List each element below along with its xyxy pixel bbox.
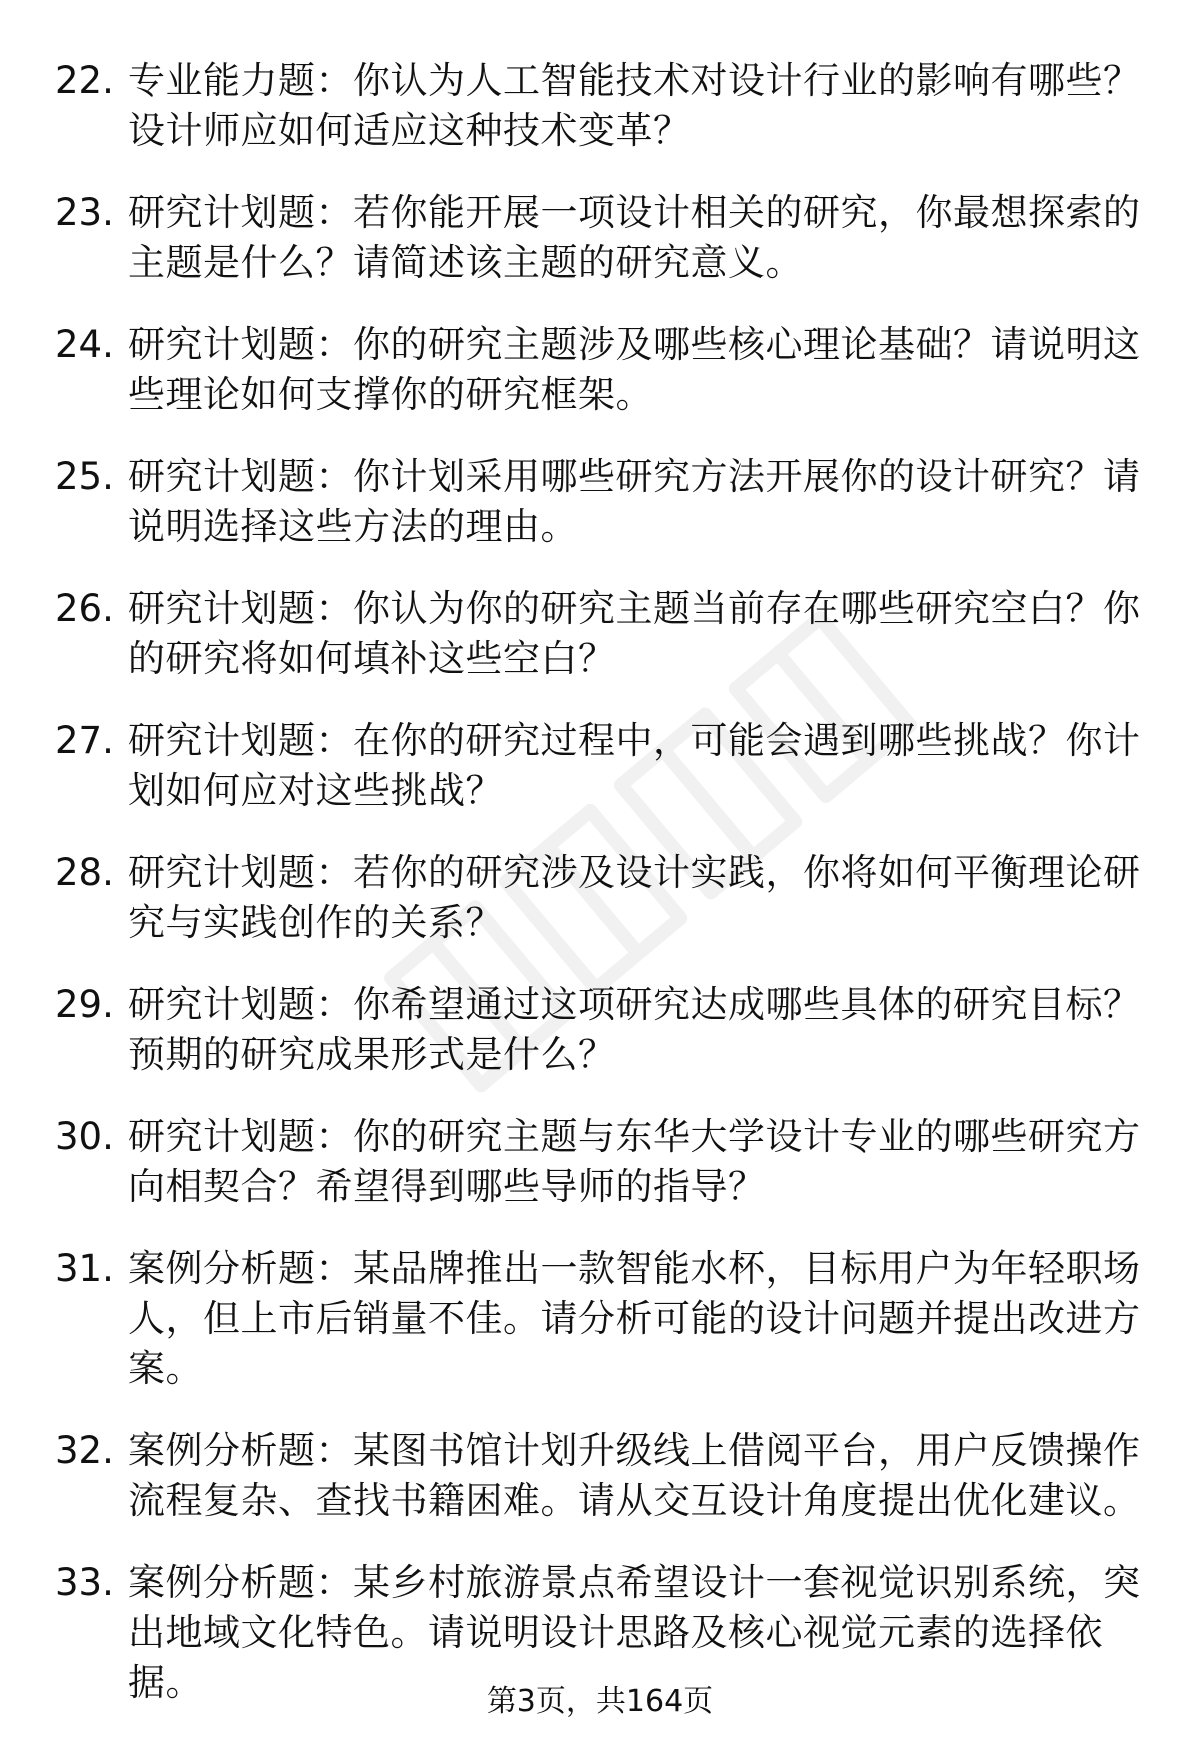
list-item [0, 1426, 1200, 1526]
question-text: 案例分析题：某图书馆计划升级线上借阅平台，用户反馈操作流程复杂、查找书籍困难。请从交互设计角度提出优化建议。 [128, 1429, 1141, 1522]
list-item [0, 584, 1200, 684]
question-number: 31. [55, 1247, 114, 1290]
question-text: 案例分析题：某乡村旅游景点希望设计一套视觉识别系统，突出地域文化特色。请说明设计思路及核心视觉元素的选择依据。 [128, 1561, 1141, 1704]
question-number: 29. [55, 983, 114, 1026]
list-item [0, 716, 1200, 816]
question-text: 案例分析题：某品牌推出一款智能水杯，目标用户为年轻职场人，但上市后销量不佳。请分析可能的设计问题并提出改进方案。 [128, 1247, 1141, 1390]
question-text: 研究计划题：你计划采用哪些研究方法开展你的设计研究？请说明选择这些方法的理由。 [128, 455, 1141, 548]
question-text: 专业能力题：你认为人工智能技术对设计行业的影响有哪些？设计师应如何适应这种技术变革？ [128, 59, 1141, 152]
question-text: 研究计划题：若你能开展一项设计相关的研究，你最想探索的主题是什么？请简述该主题的研究意义。 [128, 191, 1141, 284]
list-item [0, 56, 1200, 156]
question-number: 27. [55, 719, 114, 762]
list-item [0, 188, 1200, 288]
question-number: 28. [55, 851, 114, 894]
question-text: 研究计划题：你希望通过这项研究达成哪些具体的研究目标？预期的研究成果形式是什么？ [128, 983, 1141, 1076]
question-number: 26. [55, 587, 114, 630]
list-item [0, 980, 1200, 1080]
list-item [0, 1112, 1200, 1212]
list-item [0, 452, 1200, 552]
list-item [0, 320, 1200, 420]
question-number: 25. [55, 455, 114, 498]
question-number: 33. [55, 1561, 114, 1604]
question-number: 23. [55, 191, 114, 234]
question-number: 32. [55, 1429, 114, 1472]
question-number: 22. [55, 59, 114, 102]
question-text: 研究计划题：你的研究主题与东华大学设计专业的哪些研究方向相契合？希望得到哪些导师的指导？ [128, 1115, 1141, 1208]
list-item [0, 848, 1200, 948]
question-number: 30. [55, 1115, 114, 1158]
list-item [0, 1244, 1200, 1394]
page-number: 第3页，共164页 [486, 1684, 714, 1719]
question-number: 24. [55, 323, 114, 366]
question-text: 研究计划题：在你的研究过程中，可能会遇到哪些挑战？你计划如何应对这些挑战？ [128, 719, 1141, 812]
question-text: 研究计划题：你认为你的研究主题当前存在哪些研究空白？你的研究将如何填补这些空白？ [128, 587, 1141, 680]
question-text: 研究计划题：你的研究主题涉及哪些核心理论基础？请说明这些理论如何支撑你的研究框架。 [128, 323, 1141, 416]
question-text: 研究计划题：若你的研究涉及设计实践，你将如何平衡理论研究与实践创作的关系？ [128, 851, 1141, 944]
